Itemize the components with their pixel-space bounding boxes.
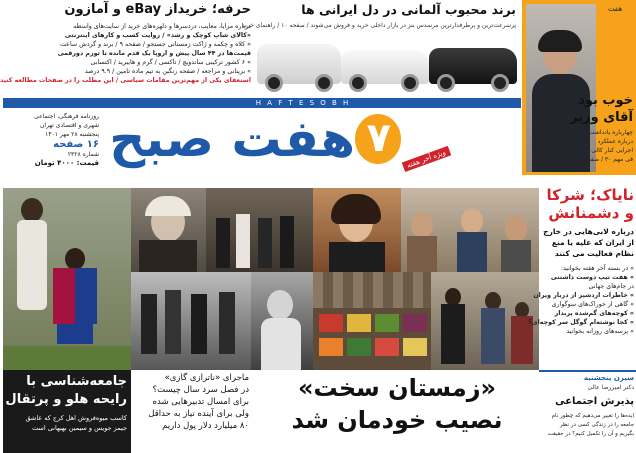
nayak-body-1: درباره لابی‌هایی در خارج	[543, 227, 634, 236]
gas-line-2: در فصل سرد سال چیست؟	[152, 385, 249, 395]
nayak-body-2: از ایران که علیه یا منع	[551, 238, 634, 247]
info-line-3: پنجشنبه ۲۸ مهر ۱۴۰۱	[45, 131, 99, 138]
wheel-icon	[315, 74, 333, 92]
nayak-headline-2: و دشمنانش	[548, 204, 634, 222]
gas-story[interactable]	[131, 370, 253, 453]
nayak-item-3: در جام‌های جهانی	[588, 283, 634, 290]
minister-line-3: اجرایی کنار کالی	[591, 147, 633, 154]
nayak-item-5: » گاهی از خوراک‌های سوگواری	[551, 301, 634, 308]
opinion-body-3: بگیریم و آن را تکمیل کنیم؟ در حقیقت	[547, 431, 634, 437]
sociology-headline-1: جامعه‌شناسی با	[26, 374, 127, 389]
nayak-body-3: نظام فعالیت می کنند	[554, 249, 634, 258]
ebay-line-3: » کلاه و چکمه و ژاکت زمستانی جستجو / صفحه ۹ / برند و گردش ساعت	[60, 41, 251, 48]
fruit-market-photo	[313, 272, 431, 370]
sociology-line-1: کاسب میوه‌فروش اهل کرج که عاشق	[25, 414, 127, 422]
info-line-1: روزنامه فرهنگی، اجتماعی	[34, 113, 99, 120]
nayak-item-2: » هفت تیپ دوست داشتنی	[550, 274, 634, 281]
family-photo	[401, 188, 539, 272]
winter-headline-1: «زمستان سخت»	[297, 374, 497, 402]
queen-bw-photo	[251, 272, 313, 370]
street-photo	[431, 272, 539, 370]
nayak-item-6: » کوچه‌های گم‌شده پربدار	[554, 310, 634, 317]
top-right-panel[interactable]	[522, 0, 636, 175]
info-line-2: شهری و اقتصادی تهران	[40, 122, 99, 129]
sociology-headline-2: رایحه هلو و پرتقال	[5, 392, 127, 407]
wheel-icon	[401, 74, 419, 92]
minister-line-4: قی مهم ۳۰ / صفحه	[583, 156, 633, 163]
nayak-item-1: » در بسته آخر هفته بخوانید:	[560, 265, 634, 272]
ebay-line-6: » بریتانی و مراجعه / صفحه رنگین به تیم ماده تامین / ۹.۹ درصد	[84, 68, 251, 75]
actress-photo	[313, 188, 401, 272]
special-edition-tag: ویژه آخر هفته	[402, 146, 451, 172]
opinion-author: دکتر امیررضا عالی	[587, 384, 634, 391]
issue-number: شماره ۲۳۲۸	[67, 151, 99, 158]
wheel-icon	[265, 74, 283, 92]
sociology-line-2: جیمز جویس و سیمین بهبهانی است	[32, 424, 127, 432]
ebay-story[interactable]	[0, 0, 253, 100]
ceremony-photo	[206, 188, 313, 272]
car-subtitle: پرسرعت‌ترین و پرطرفدارترین مرسدس بنز در بازار داخلی خرید و فروش می‌شوند / صفحه ۱۰ / راهنمای خرید	[242, 22, 516, 29]
wheel-icon	[437, 74, 455, 92]
opinion-column[interactable]	[539, 370, 636, 453]
winter-story[interactable]	[255, 370, 539, 453]
gas-line-4: ولی برای آینده نیاز به حداقل	[148, 409, 249, 419]
opinion-headline: پذیرش اجتماعی	[555, 396, 634, 407]
nayak-item-8: » پرسه‌های روزانه بخوانید	[566, 328, 634, 335]
minister-headline-2: آقای وزیر	[570, 110, 633, 125]
minister-line-2: درباره عملکرد	[597, 138, 633, 145]
car-headline-text: برند محبوب آلمانی در دل ایرانی ها	[301, 2, 516, 17]
masthead-logo	[109, 106, 448, 176]
ebay-line-1: درباره مزایا، معایب، دردسرها و دلهره‌های خرید از سایت‌های واسطه	[73, 23, 251, 30]
gas-line-3: برای امسال تدبیرهایی شده	[152, 397, 249, 407]
ebay-headline: حرفه؛ خریداز eBay و آمازون	[64, 2, 251, 17]
football-photo	[3, 188, 131, 370]
car-story[interactable]	[242, 0, 520, 100]
logo-text: هفت صبح	[109, 110, 355, 168]
bottom-left-box[interactable]	[3, 370, 131, 453]
gas-line-1: ماجرای «ناترازی گازی»	[164, 373, 249, 383]
masthead-latin: H A F T E S O B H	[255, 99, 351, 107]
ebay-line-5: » ۶ کشور ترکیبی ساندویچ / تاکسی / گرم و هایبرید / اکتسابی	[90, 59, 251, 66]
nayak-item-7: » کجا نوشته‌ام گوگل سر کوچه‌ای؟	[528, 319, 634, 326]
logo-digit: ۷	[366, 115, 391, 161]
minister-line-1: چهارباره یادداشت	[588, 129, 633, 136]
ebay-line-4: قیمت‌ها در ۴۴ سال پیش و اروپا یک قدم مانده تا تورم دورقمی	[57, 50, 251, 57]
masthead-info	[9, 112, 99, 167]
nayak-item-4: » خاطرات اردشیر از دربار ویران	[533, 292, 634, 299]
winter-headline-2: نصیب خودمان شد	[291, 406, 503, 434]
gas-line-5: ۸۰ میلیارد دلار پول داریم	[162, 421, 249, 431]
nayak-headline-1: نایاک؛ شرکا	[546, 186, 634, 204]
old-woman-photo	[131, 188, 206, 272]
wheel-icon	[491, 74, 509, 92]
wheel-icon	[349, 74, 367, 92]
minister-headline-1: خوب بود	[578, 93, 633, 108]
small-tag: هفت	[607, 5, 623, 13]
opinion-section: سیرن پنجشنبه	[583, 374, 634, 382]
nayak-column[interactable]	[528, 186, 636, 370]
opinion-body-1: ایده‌ها را تغییر می‌دهیم که چطور نام	[551, 413, 634, 419]
ebay-line-2: «کالای شاپ کوچک و رشد» / روایت کسب و کارهای اینترنتی	[64, 32, 251, 39]
opinion-body-2: جامعه را در زندگی کسی در نظر	[560, 422, 634, 428]
archive-bw-photo	[131, 272, 251, 370]
page-count: ۱۶ صفحه	[53, 139, 99, 150]
price: قیمت: ۴۰۰۰ تومان	[34, 159, 99, 167]
ebay-line-7: استعفای یکی از مهم‌ترین مقامات سیاسی / این مطلب را در صفحات مطالعه کنید	[0, 77, 251, 84]
